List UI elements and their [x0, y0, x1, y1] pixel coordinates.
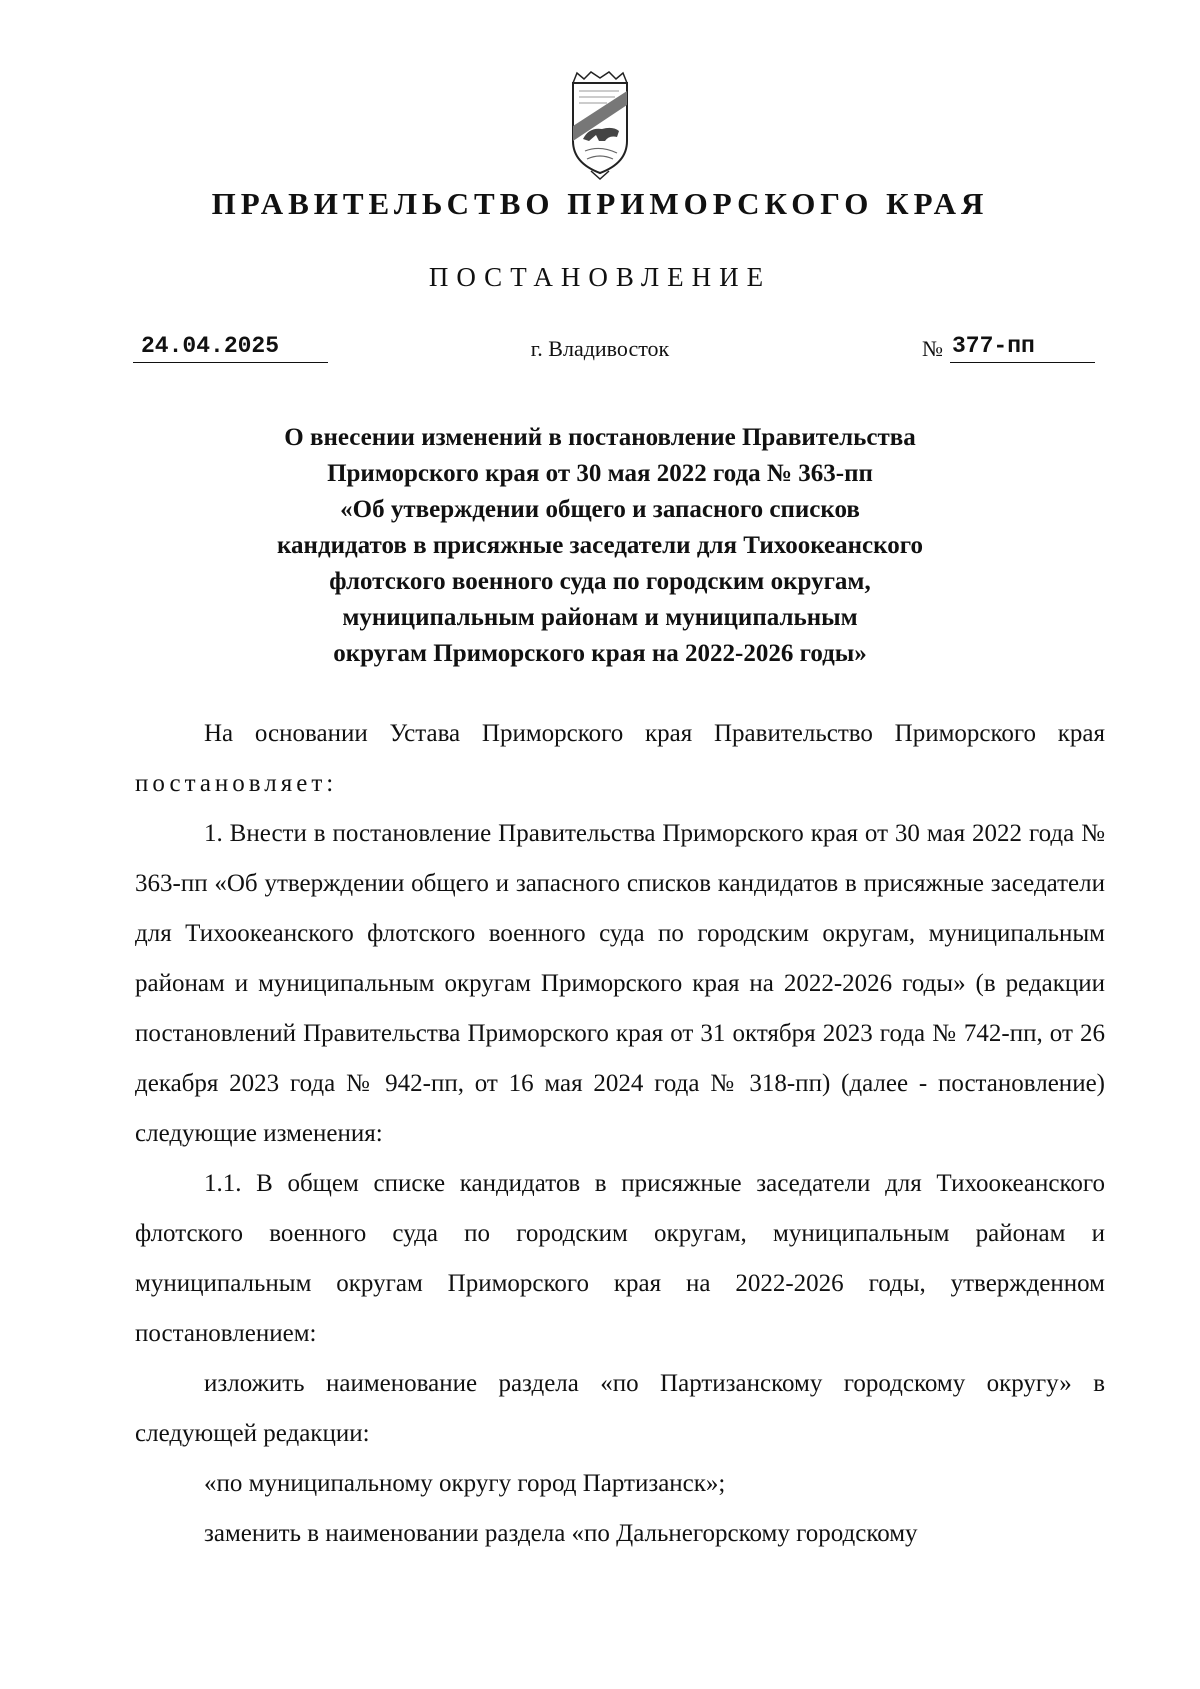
subject-line: «Об утверждении общего и запасного списков — [340, 496, 860, 523]
paragraph-amendment-1: изложить наименование раздела «по Партизанскому городскому округу» в следующей редакции: — [135, 1370, 1105, 1447]
subject-line: флотского военного суда по городским округам, — [329, 568, 871, 595]
coat-of-arms-icon — [569, 71, 631, 181]
paragraph-item-1-1: 1.1. В общем списке кандидатов в присяжные заседатели для Тихоокеанского флотского военного суда по городским округам, муниципальным районам и муниципальным округам Приморского края на 2022-2026 годы, утвержденном постановлением: — [135, 1170, 1105, 1347]
subject-line: муниципальным районам и муниципальным — [342, 604, 858, 631]
subject-line: кандидатов в присяжные заседатели для Тихоокеанского — [277, 532, 923, 559]
subject-line: округам Приморского края на 2022-2026 годы» — [333, 640, 867, 667]
preamble-text: На основании Устава Приморского края Правительство Приморского края — [204, 720, 1105, 747]
number-sign: № — [922, 336, 943, 361]
document-subject — [0, 420, 1200, 672]
document-body — [135, 709, 1105, 1559]
paragraph-amendment-2: заменить в наименовании раздела «по Дальнегорскому городскому — [204, 1520, 918, 1547]
document-date: 24.04.2025 — [133, 333, 328, 363]
document-type: ПОСТАНОВЛЕНИЕ — [428, 262, 772, 292]
resolves-word: постановляет: — [135, 770, 338, 797]
subject-line: О внесении изменений в постановление Правительства — [284, 424, 916, 451]
subject-line: Приморского края от 30 мая 2022 года № 363-пп — [327, 460, 873, 487]
paragraph-item-1: 1. Внести в постановление Правительства Приморского края от 30 мая 2022 года № 363-пп «Об утверждении общего и запасного списков кандидатов в присяжные заседатели для Тихоокеанского флотского военного суда по городским округам, муниципальным районам и муниципальным округам Приморского края на 2022-2026 годы» (в редакции постановлений Правительства Приморского края от 31 октября 2023 года № 742-пп, от 26 декабря 2023 года № 942-пп, от 16 мая 2024 года № 318-пп) (далее - постановление) следующие изменения: — [135, 820, 1105, 1147]
organization-title: ПРАВИТЕЛЬСТВО ПРИМОРСКОГО КРАЯ — [211, 186, 989, 221]
document-number: 377-пп — [950, 333, 1095, 363]
paragraph-quote-1: «по муниципальному округу город Партизанск»; — [204, 1470, 726, 1497]
document-city: г. Владивосток — [530, 336, 670, 361]
paragraph-preamble — [135, 709, 1105, 809]
